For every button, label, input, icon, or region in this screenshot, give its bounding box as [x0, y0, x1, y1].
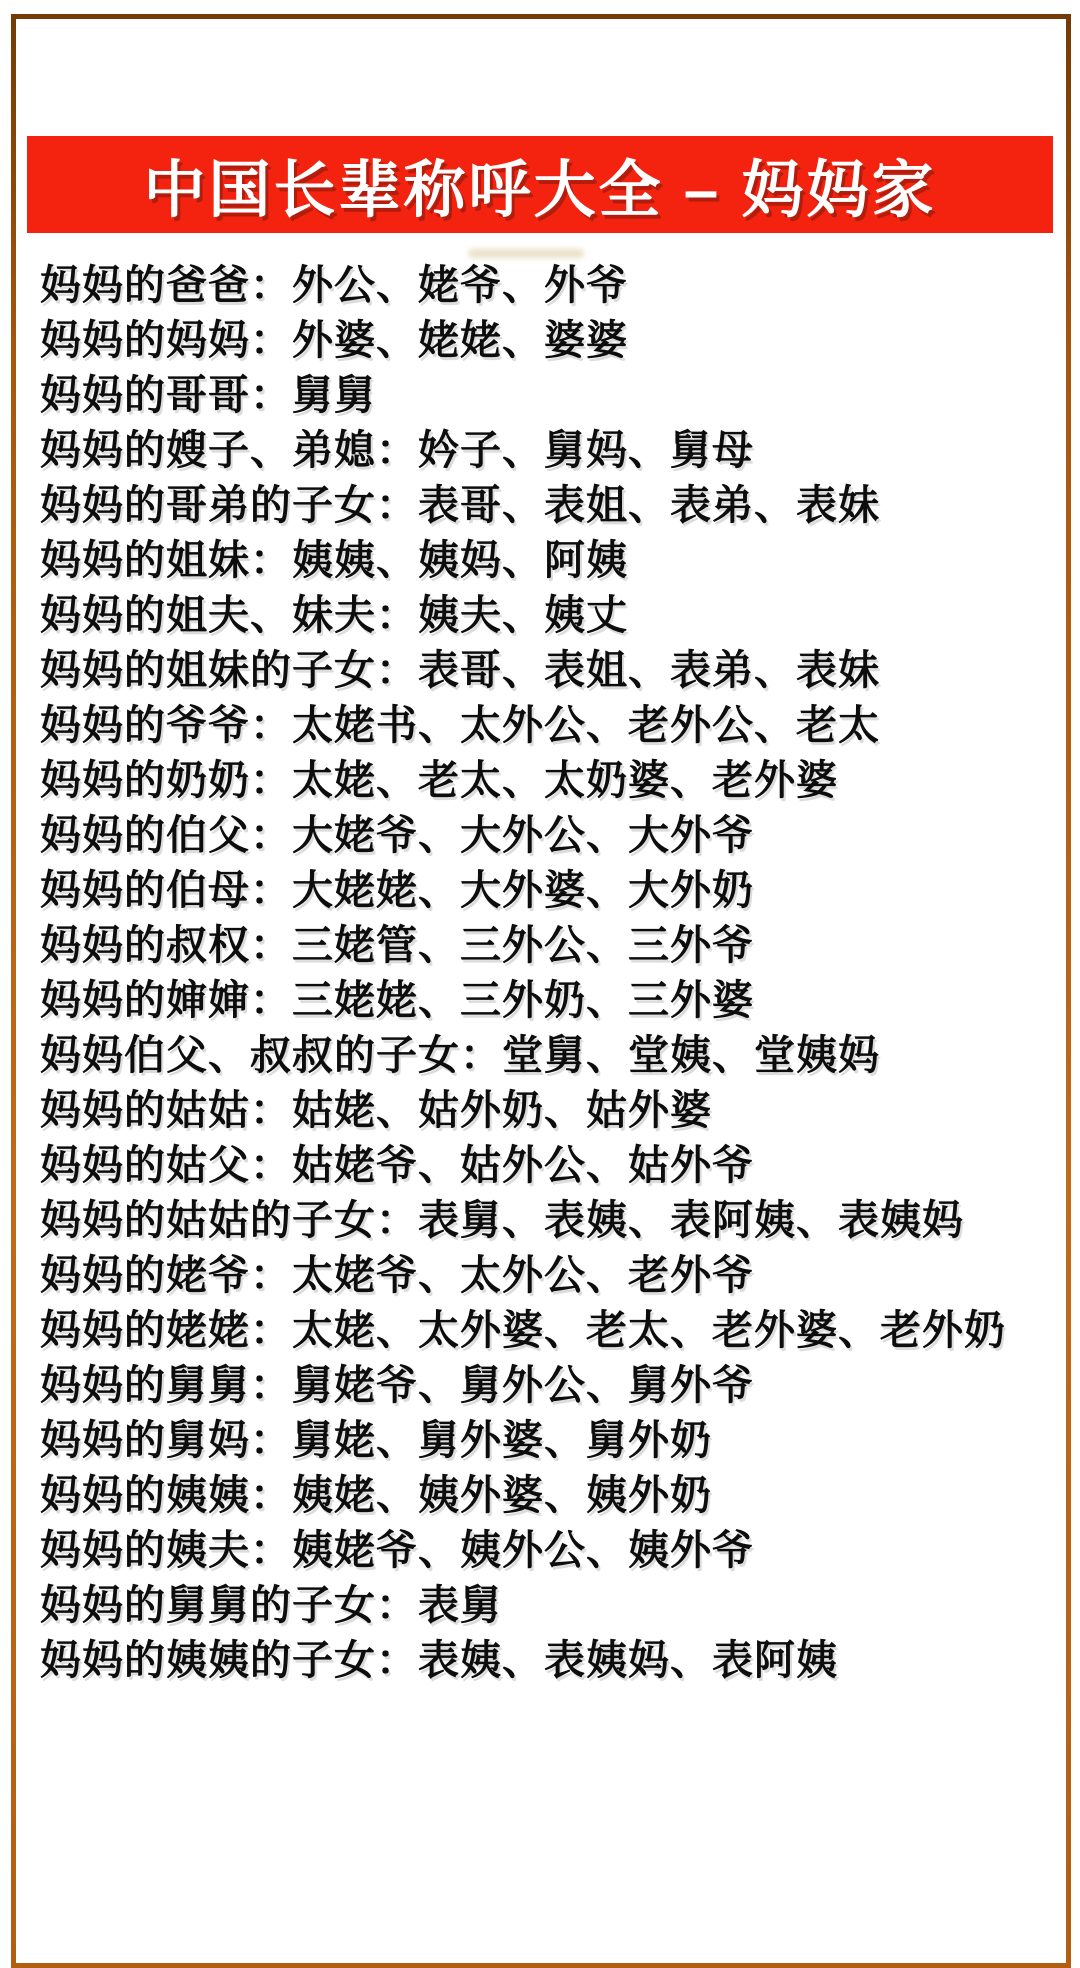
terms-text: 妗子、舅妈、舅母 — [418, 427, 754, 473]
term-row — [40, 1358, 1060, 1413]
term-row — [40, 918, 1060, 973]
terms-text: 太姥爷、太外公、老外爷 — [292, 1252, 754, 1298]
terms-text: 太姥、太外婆、老太、老外婆、老外奶 — [292, 1307, 1006, 1353]
relation-label: 妈妈的伯父： — [40, 812, 292, 858]
relation-label: 妈妈伯父、叔叔的子女： — [40, 1032, 502, 1078]
terms-text: 姨姨、姨妈、阿姨 — [292, 537, 628, 583]
relation-label: 妈妈的舅舅的子女： — [40, 1582, 418, 1628]
relation-label: 妈妈的爷爷： — [40, 702, 292, 748]
term-row — [40, 368, 1060, 423]
relation-label: 妈妈的姑姑： — [40, 1087, 292, 1133]
terms-text: 太姥书、太外公、老外公、老太 — [292, 702, 880, 748]
relation-label: 妈妈的婶婶： — [40, 977, 292, 1023]
terms-text: 姨夫、姨丈 — [418, 592, 628, 638]
terms-text: 舅舅 — [292, 372, 376, 418]
term-row — [40, 1248, 1060, 1303]
terms-text: 姨姥、姨外婆、姨外奶 — [292, 1472, 712, 1518]
relation-label: 妈妈的舅妈： — [40, 1417, 292, 1463]
paper-smudge — [468, 249, 584, 258]
term-row — [40, 698, 1060, 753]
term-row — [40, 753, 1060, 808]
term-row — [40, 478, 1060, 533]
term-row — [40, 1578, 1060, 1633]
terms-text: 三姥姥、三外奶、三外婆 — [292, 977, 754, 1023]
terms-text: 表舅 — [418, 1582, 502, 1628]
terms-text: 姑姥、姑外奶、姑外婆 — [292, 1087, 712, 1133]
relation-label: 妈妈的姐妹的子女： — [40, 647, 418, 693]
terms-list — [40, 258, 1060, 1688]
term-row — [40, 1303, 1060, 1358]
term-row — [40, 423, 1060, 478]
terms-text: 堂舅、堂姨、堂姨妈 — [502, 1032, 880, 1078]
terms-text: 姨姥爷、姨外公、姨外爷 — [292, 1527, 754, 1573]
relation-label: 妈妈的哥弟的子女： — [40, 482, 418, 528]
term-row — [40, 643, 1060, 698]
term-row — [40, 533, 1060, 588]
term-row — [40, 1633, 1060, 1688]
relation-label: 妈妈的妈妈： — [40, 317, 292, 363]
term-row — [40, 863, 1060, 918]
terms-text: 表哥、表姐、表弟、表妹 — [418, 482, 880, 528]
relation-label: 妈妈的姐夫、妹夫： — [40, 592, 418, 638]
relation-label: 妈妈的奶奶： — [40, 757, 292, 803]
term-row — [40, 1193, 1060, 1248]
relation-label: 妈妈的爸爸： — [40, 262, 292, 308]
term-row — [40, 1083, 1060, 1138]
term-row — [40, 588, 1060, 643]
relation-label: 妈妈的姐妹： — [40, 537, 292, 583]
relation-label: 妈妈的姥姥： — [40, 1307, 292, 1353]
relation-label: 妈妈的姨夫： — [40, 1527, 292, 1573]
term-row — [40, 1028, 1060, 1083]
terms-text: 舅姥爷、舅外公、舅外爷 — [292, 1362, 754, 1408]
relation-label: 妈妈的姥爷： — [40, 1252, 292, 1298]
term-row — [40, 313, 1060, 368]
term-row — [40, 1523, 1060, 1578]
relation-label: 妈妈的嫂子、弟媳： — [40, 427, 418, 473]
terms-text: 表哥、表姐、表弟、表妹 — [418, 647, 880, 693]
page-title: 中国长辈称呼大全 – 妈妈家 — [143, 156, 937, 225]
term-row — [40, 808, 1060, 863]
terms-text: 外婆、姥姥、婆婆 — [292, 317, 628, 363]
term-row — [40, 1468, 1060, 1523]
term-row — [40, 973, 1060, 1028]
term-row — [40, 1413, 1060, 1468]
terms-text: 大姥姥、大外婆、大外奶 — [292, 867, 754, 913]
relation-label: 妈妈的叔权： — [40, 922, 292, 968]
terms-text: 姑姥爷、姑外公、姑外爷 — [292, 1142, 754, 1188]
terms-text: 舅姥、舅外婆、舅外奶 — [292, 1417, 712, 1463]
relation-label: 妈妈的姑姑的子女： — [40, 1197, 418, 1243]
relation-label: 妈妈的哥哥： — [40, 372, 292, 418]
terms-text: 表舅、表姨、表阿姨、表姨妈 — [418, 1197, 964, 1243]
terms-text: 外公、姥爷、外爷 — [292, 262, 628, 308]
relation-label: 妈妈的舅舅： — [40, 1362, 292, 1408]
terms-text: 大姥爷、大外公、大外爷 — [292, 812, 754, 858]
term-row — [40, 1138, 1060, 1193]
terms-text: 表姨、表姨妈、表阿姨 — [418, 1637, 838, 1683]
terms-text: 太姥、老太、太奶婆、老外婆 — [292, 757, 838, 803]
term-row — [40, 258, 1060, 313]
relation-label: 妈妈的姑父： — [40, 1142, 292, 1188]
terms-text: 三姥管、三外公、三外爷 — [292, 922, 754, 968]
relation-label: 妈妈的伯母： — [40, 867, 292, 913]
relation-label: 妈妈的姨姨的子女： — [40, 1637, 418, 1683]
title-banner — [27, 136, 1053, 233]
relation-label: 妈妈的姨姨： — [40, 1472, 292, 1518]
